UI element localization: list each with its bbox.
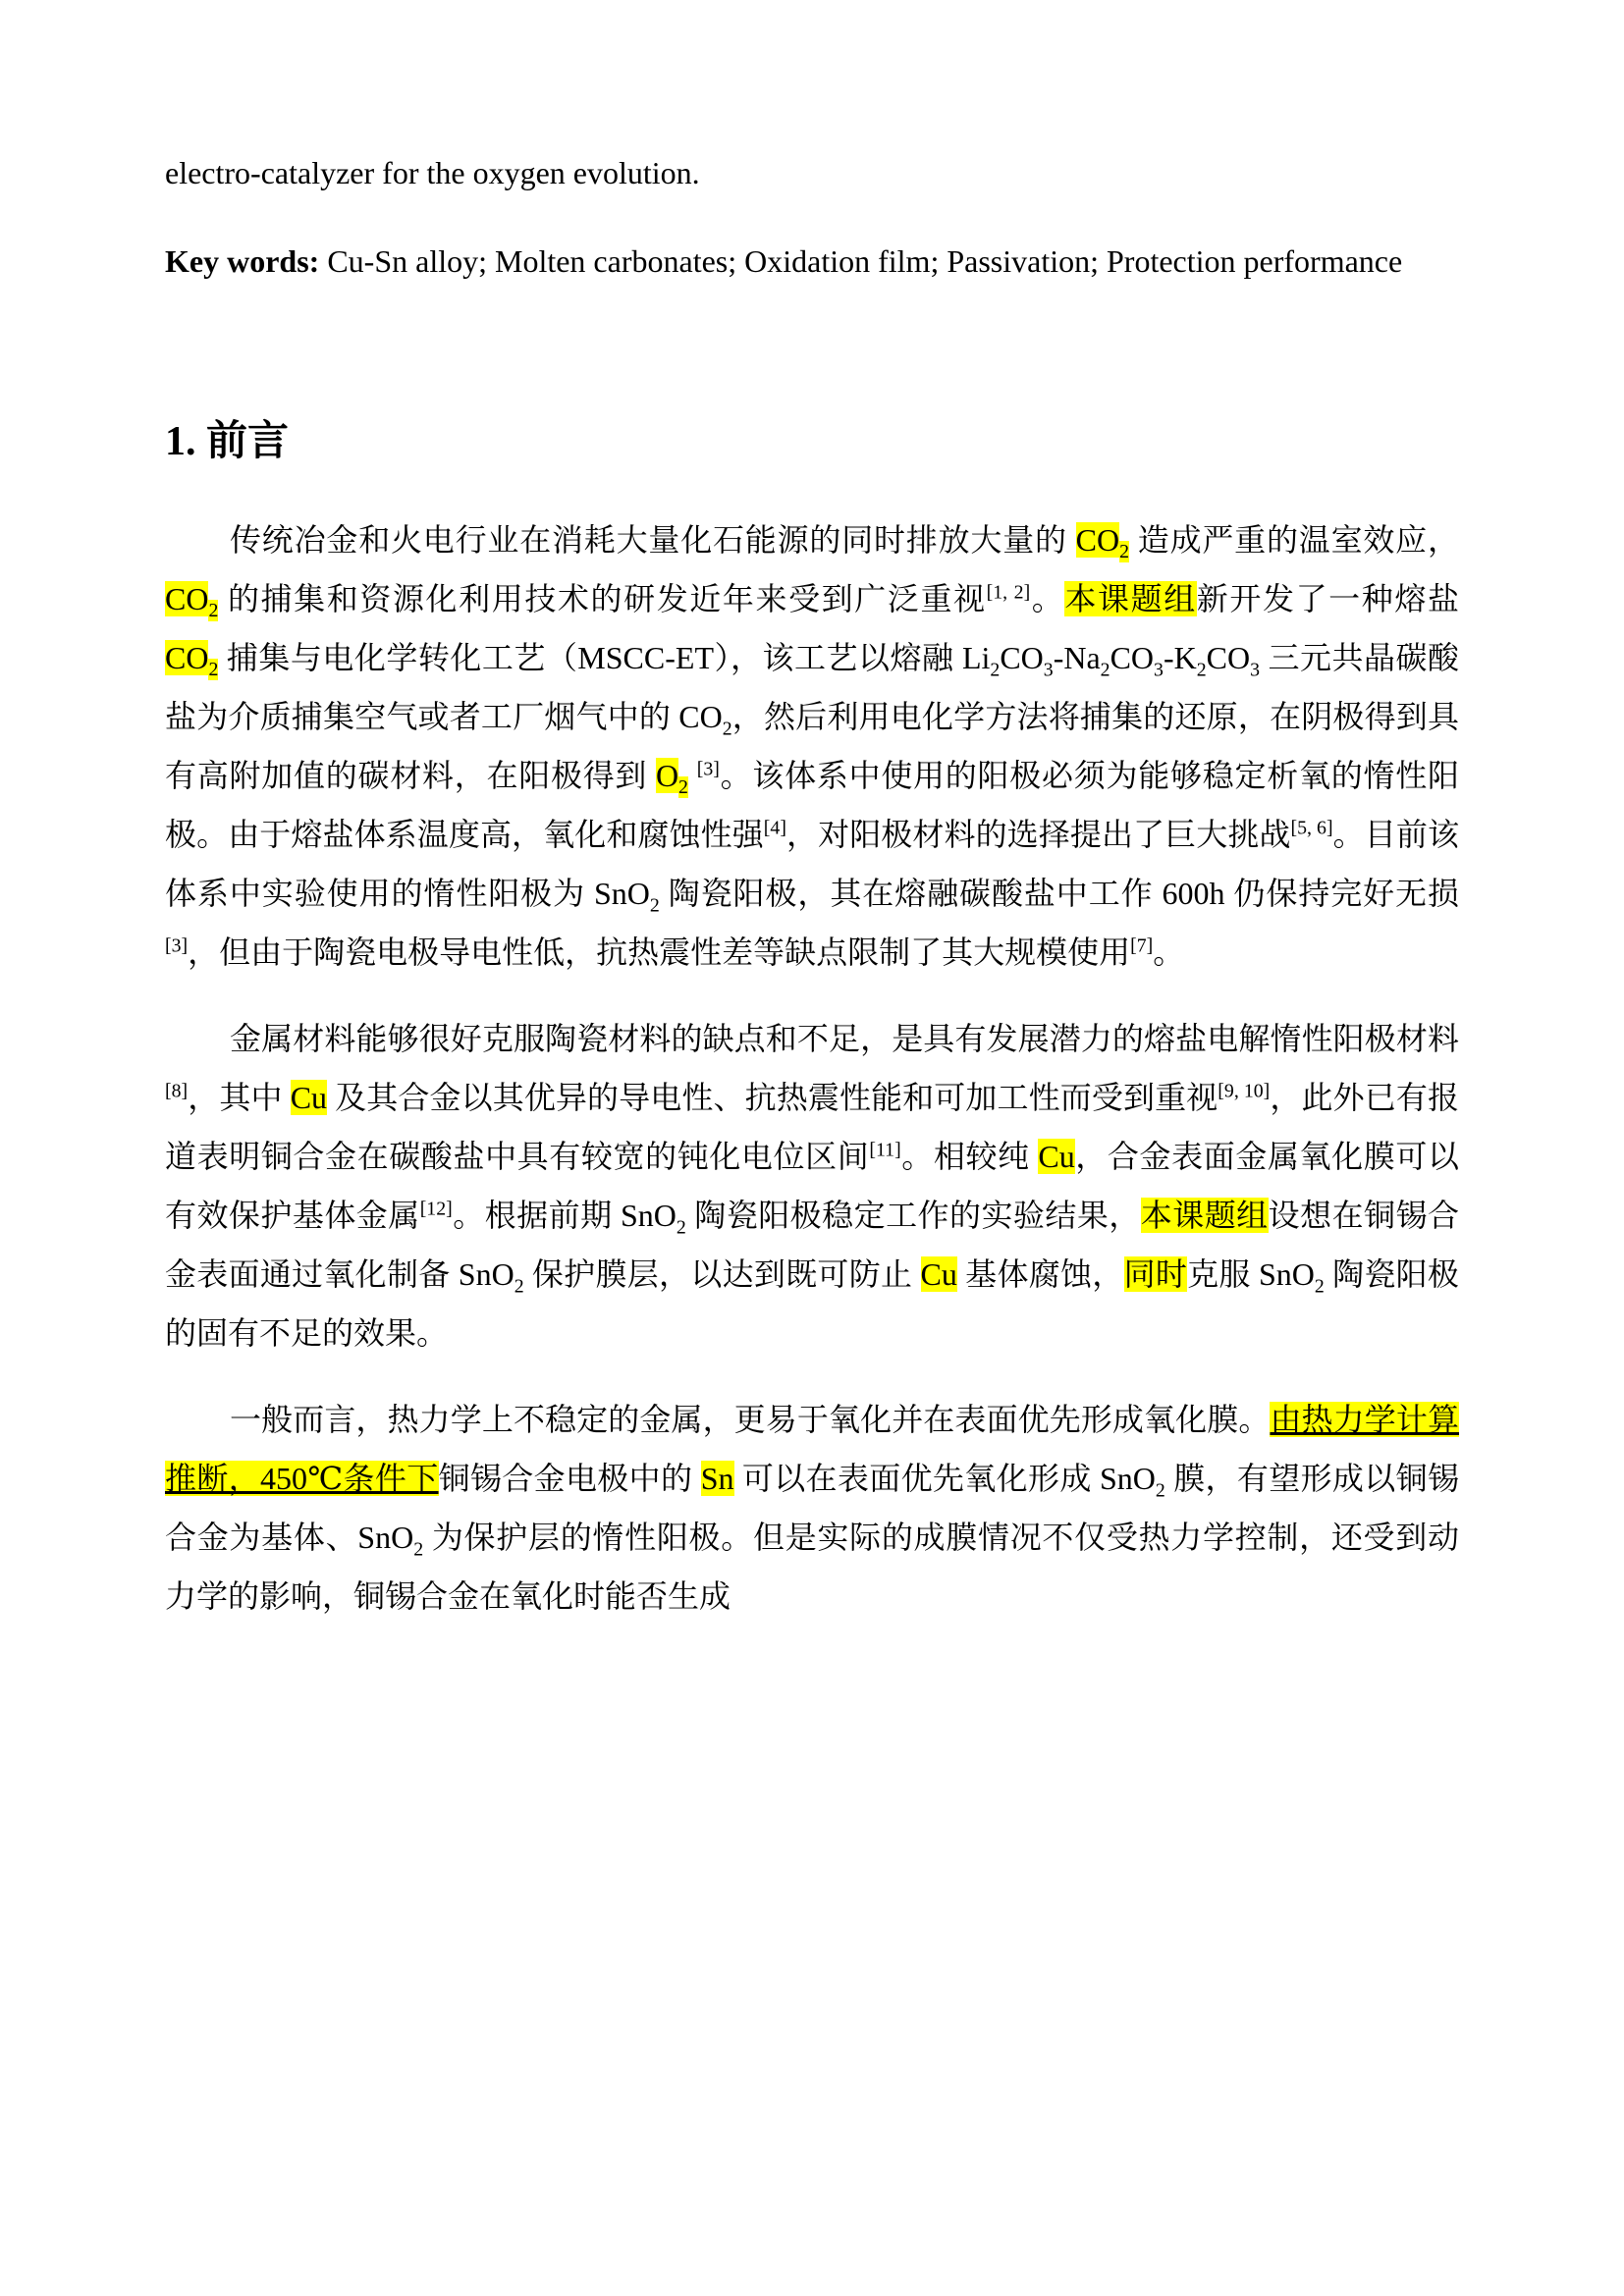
keywords-paragraph	[165, 232, 1459, 291]
text-run: [3]	[696, 758, 720, 780]
text-run: [9, 10]	[1218, 1080, 1271, 1102]
section-heading	[165, 408, 1459, 467]
text-run: 2	[1196, 659, 1207, 681]
text-run: [5, 6]	[1290, 817, 1333, 839]
text-run: 的捕集和资源化利用技术的研发近年来受到广泛重视	[218, 581, 987, 616]
text-run: 2	[1155, 1479, 1165, 1502]
text-run: 。	[1153, 934, 1185, 970]
highlighted-text-run: 由热力学计算推断，450℃条件下	[165, 1402, 1459, 1496]
highlighted-text-run: Cu	[1038, 1139, 1075, 1174]
highlighted-text-run: CO	[165, 581, 209, 616]
text-run: 。目前该体系中实验使用的惰性阳极为 SnO	[165, 817, 1459, 911]
highlighted-text-run: 本课题组	[1064, 581, 1197, 616]
text-run: 一般而言，热力学上不稳定的金属，更易于氧化并在表面优先形成氧化膜。	[230, 1402, 1271, 1437]
text-run: 。根据前期 SnO	[452, 1198, 677, 1233]
text-run: 及其合金以其优异的导电性、抗热震性能和可加工性而受到重视	[327, 1080, 1218, 1115]
highlighted-text-run: CO	[1075, 522, 1120, 558]
text-run: 新开发了一种熔盐	[1196, 581, 1459, 616]
text-run: [7]	[1130, 934, 1154, 957]
text-run: 陶瓷阳极，其在熔融碳酸盐中工作 600h 仍保持完好无损	[659, 876, 1459, 911]
text-run: [4]	[763, 817, 786, 839]
highlighted-text-run: 本课题组	[1140, 1198, 1269, 1233]
intro-paragraph-1	[165, 510, 1459, 982]
text-run	[688, 758, 697, 793]
text-run: 2	[676, 1216, 686, 1239]
text-run: 2	[1314, 1275, 1325, 1298]
text-run: [11]	[869, 1139, 901, 1161]
text-run: 2	[514, 1275, 524, 1298]
text-run: 膜，有望形成以铜锡合金为基体、SnO	[165, 1461, 1459, 1555]
text-run: -Na	[1053, 640, 1101, 675]
text-run: 3	[1043, 659, 1054, 681]
text-run: 陶瓷阳极的固有不足的效果。	[165, 1256, 1459, 1351]
text-run: 。该体系中使用的阳极必须为能够稳定析氧的惰性阳极。由于熔盐体系温度高，氧化和腐蚀性强	[165, 758, 1459, 852]
english-paragraph-tail	[165, 143, 1459, 202]
text-run: Cu-Sn alloy; Molten carbonates; Oxidation film; Passivation; Protection performance	[319, 243, 1403, 279]
text-run: 2	[649, 894, 660, 917]
text-run: 2	[722, 718, 732, 740]
text-run: 克服 SnO	[1187, 1256, 1315, 1292]
text-run: 3	[1154, 659, 1164, 681]
text-run: electro-catalyzer for the oxygen evolution.	[165, 155, 700, 190]
highlighted-text-run: 2	[208, 600, 219, 622]
text-run: 3	[1250, 659, 1261, 681]
text-run: ，合金表面金属氧化膜可以有效保护基体金属	[165, 1139, 1459, 1233]
text-run: ，然后利用电化学方法将捕集的还原，在阴极得到具有高附加值的碳材料，在阳极得到	[165, 699, 1459, 793]
text-run: [8]	[165, 1080, 189, 1102]
text-run: 可以在表面优先氧化形成 SnO	[733, 1461, 1156, 1496]
text-run: [1, 2]	[986, 581, 1031, 604]
text-run: ，此外已有报道表明铜合金在碳酸盐中具有较宽的钝化电位区间	[165, 1080, 1459, 1174]
text-run: [12]	[419, 1198, 453, 1220]
text-run: CO	[1110, 640, 1155, 675]
highlighted-text-run: 2	[678, 776, 688, 799]
text-run: 。	[1030, 581, 1065, 616]
text-run: 传统冶金和火电行业在消耗大量化石能源的同时排放大量的	[230, 522, 1076, 558]
text-run: 造成严重的温室效应，	[1128, 522, 1459, 558]
text-run: 捕集与电化学转化工艺（MSCC-ET），该工艺以熔融 Li	[218, 640, 991, 675]
text-run: 基体腐蚀，	[956, 1256, 1124, 1292]
text-run: 2	[990, 659, 1001, 681]
text-run: [3]	[165, 934, 189, 957]
text-run: 2	[413, 1538, 424, 1561]
text-run: Key words:	[165, 243, 320, 279]
text-run: 三元共晶碳酸盐为介质捕集空气或者工厂烟气中的 CO	[165, 640, 1459, 734]
text-run: 2	[1100, 659, 1110, 681]
text-run: 1. 前言	[165, 419, 290, 464]
highlighted-text-run: Cu	[290, 1080, 328, 1115]
text-run: 设想在铜锡合金表面通过氧化制备 SnO	[165, 1198, 1459, 1292]
text-run: ，但由于陶瓷电极导电性低，抗热震性差等缺点限制了其大规模使用	[188, 934, 1131, 970]
intro-paragraph-2	[165, 1009, 1459, 1362]
highlighted-text-run: 2	[208, 659, 219, 681]
highlighted-text-run: 同时	[1123, 1256, 1188, 1292]
text-run: CO	[1206, 640, 1251, 675]
text-run: ，对阳极材料的选择提出了巨大挑战	[785, 817, 1291, 852]
highlighted-text-run: Cu	[920, 1256, 957, 1292]
highlighted-text-run: O	[655, 758, 679, 793]
highlighted-text-run: CO	[165, 640, 209, 675]
text-run: 金属材料能够很好克服陶瓷材料的缺点和不足，是具有发展潜力的熔盐电解惰性阳极材料	[230, 1021, 1459, 1056]
intro-paragraph-3	[165, 1390, 1459, 1626]
text-run: 为保护层的惰性阳极。但是实际的成膜情况不仅受热力学控制，还受到动力学的影响，铜锡合金在氧化时能否生成	[165, 1520, 1459, 1614]
highlighted-text-run: 2	[1119, 541, 1129, 563]
text-run: 陶瓷阳极稳定工作的实验结果，	[685, 1198, 1141, 1233]
text-run: 。相较纯	[900, 1139, 1039, 1174]
text-run: CO	[1000, 640, 1044, 675]
text-run: 保护膜层，以达到既可防止	[523, 1256, 921, 1292]
text-run: -K	[1163, 640, 1197, 675]
highlighted-text-run: Sn	[700, 1461, 734, 1496]
text-run: ，其中	[188, 1080, 291, 1115]
text-run: 铜锡合金电极中的	[438, 1461, 701, 1496]
